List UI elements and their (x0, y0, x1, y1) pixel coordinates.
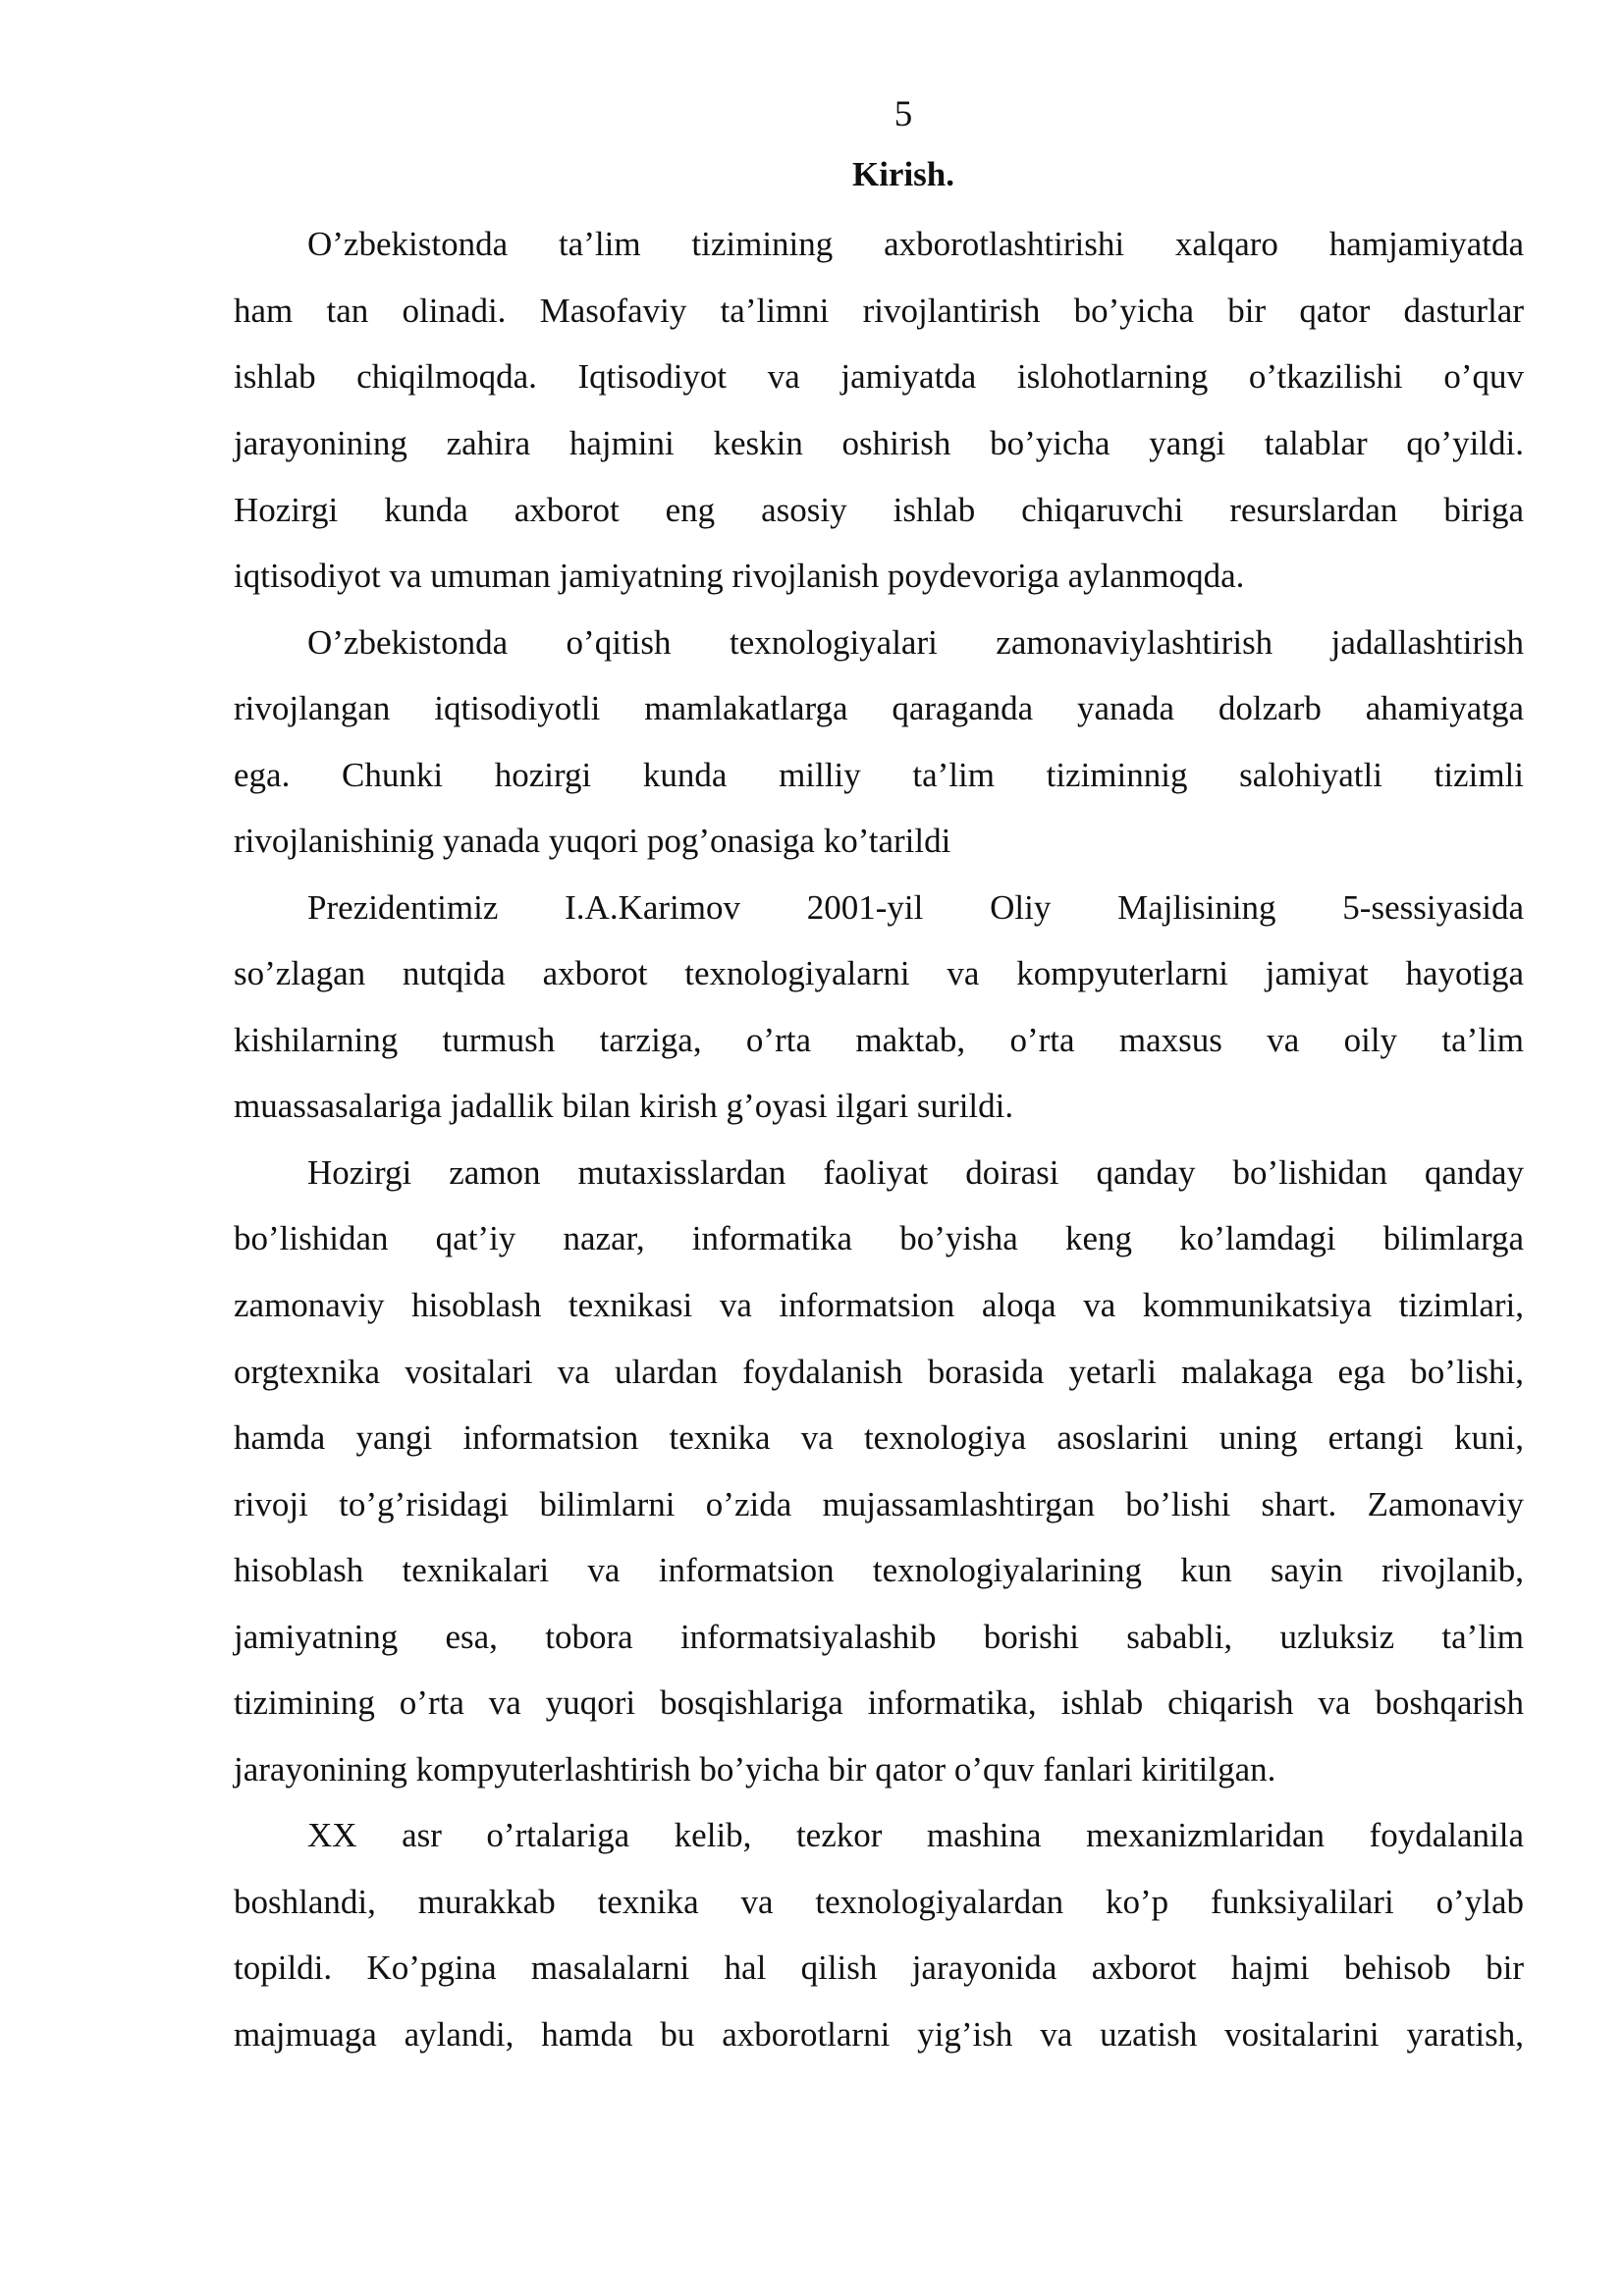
text-line: iqtisodiyot va umuman jamiyatning rivojlanish poydevoriga aylanmoqda. (234, 557, 1245, 595)
text-line: rivojlanishinig yanada yuqori pog’onasiga ko’tarildi (234, 822, 951, 860)
text-line: O’zbekistonda ta’lim tizimining axborotlashtirishi xalqaro hamjamiyatda (307, 225, 1524, 263)
text-line: majmuaga aylandi, hamda bu axborotlarni yig’ish va uzatish vositalarini yaratish, (234, 2015, 1524, 2054)
text-line: hamda yangi informatsion texnika va texnologiya asoslarini uning ertangi kuni, (234, 1418, 1524, 1457)
text-line: orgtexnika vositalari va ulardan foydalanish borasida yetarli malakaga ega bo’lishi, (234, 1353, 1524, 1391)
text-line: jamiyatning esa, tobora informatsiyalashib borishi sababli, uzluksiz ta’lim (234, 1618, 1524, 1656)
page-number: 5 (893, 94, 913, 134)
section-heading: Kirish. (851, 155, 955, 193)
text-line: topildi. Ko’pgina masalalarni hal qilish jarayonida axborot hajmi behisob bir (234, 1949, 1524, 1987)
text-line: ishlab chiqilmoqda. Iqtisodiyot va jamiyatda islohotlarning o’tkazilishi o’quv (234, 357, 1524, 396)
text-line: boshlandi, murakkab texnika va texnologiyalardan ko’p funksiyalilari o’ylab (234, 1883, 1524, 1921)
text-line: zamonaviy hisoblash texnikasi va informatsion aloqa va kommunikatsiya tizimlari, (234, 1286, 1524, 1324)
text-line: jarayonining zahira hajmini keskin oshirish bo’yicha yangi talablar qo’yildi. (234, 424, 1524, 462)
text-line: jarayonining kompyuterlashtirish bo’yicha bir qator o’quv fanlari kiritilgan. (234, 1750, 1276, 1789)
text-line: rivojlangan iqtisodiyotli mamlakatlarga qaraganda yanada dolzarb ahamiyatga (234, 689, 1524, 727)
text-line: ham tan olinadi. Masofaviy ta’limni rivojlantirish bo’yicha bir qator dasturlar (234, 292, 1524, 330)
text-line: Hozirgi kunda axborot eng asosiy ishlab chiqaruvchi resurslardan biriga (234, 491, 1524, 529)
text-line: rivoji to’g’risidagi bilimlarni o’zida mujassamlashtirgan bo’lishi shart. Zamonaviy (234, 1485, 1524, 1523)
text-line: so’zlagan nutqida axborot texnologiyalarni va kompyuterlarni jamiyat hayotiga (234, 954, 1524, 992)
text-line: ega. Chunki hozirgi kunda milliy ta’lim tiziminnig salohiyatli tizimli (234, 756, 1524, 794)
text-line: Prezidentimiz I.A.Karimov 2001-yil Oliy Majlisining 5-sessiyasida (307, 888, 1524, 927)
text-line: O’zbekistonda o’qitish texnologiyalari zamonaviylashtirish jadallashtirish (307, 623, 1524, 662)
text-line: hisoblash texnikalari va informatsion texnologiyalarining kun sayin rivojlanib, (234, 1551, 1524, 1589)
text-line: muassasalariga jadallik bilan kirish g’oyasi ilgari surildi. (234, 1087, 1014, 1125)
text-line: tizimining o’rta va yuqori bosqishlariga informatika, ishlab chiqarish va boshqarish (234, 1683, 1524, 1722)
text-line: kishilarning turmush tarziga, o’rta maktab, o’rta maxsus va oily ta’lim (234, 1021, 1524, 1059)
text-line: Hozirgi zamon mutaxisslardan faoliyat doirasi qanday bo’lishidan qanday (307, 1153, 1524, 1192)
text-line: XX asr o’rtalariga kelib, tezkor mashina mexanizmlaridan foydalanila (307, 1816, 1524, 1854)
text-line: bo’lishidan qat’iy nazar, informatika bo’yisha keng ko’lamdagi bilimlarga (234, 1219, 1524, 1257)
